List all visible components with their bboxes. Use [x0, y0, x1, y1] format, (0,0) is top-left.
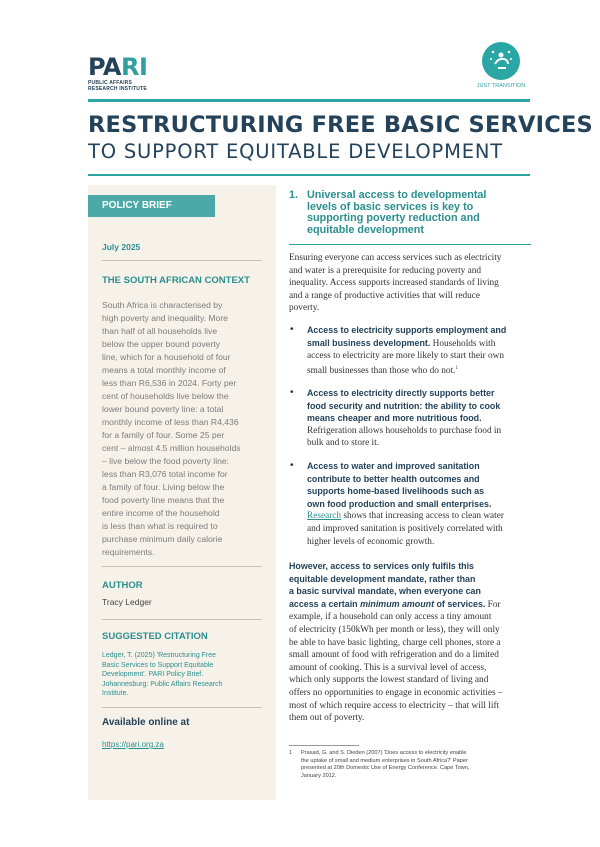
sidebar: [88, 185, 276, 800]
online-link[interactable]: https://pari.org.za: [102, 740, 164, 749]
header-divider: [88, 99, 530, 102]
citation-heading: SUGGESTED CITATION: [102, 631, 208, 642]
mandate-paragraph: However, access to services only fulfils this equitable development mandate, rather than a basic survival mandate, when everyone can access a certain minimum amount of services. For example, if a household can only access a tiny amount of electricity (150kWh per month or less), they will only be able to have basic lighting, charge cell phones, store a small amount of food with refrigeration and do a limited amount of cooking. This is a survival level of access, which only supports the lowest standard of living and offers no opportunities to engage in economic activities – most of which require access to electricity – that will lift them out of poverty.: [289, 561, 503, 724]
context-heading: THE SOUTH AFRICAN CONTEXT: [102, 275, 250, 286]
online-heading: Available online at: [102, 717, 190, 728]
author-name: Tracy Ledger: [102, 597, 152, 607]
just-transition-label: JUST TRANSITION: [476, 83, 526, 89]
publication-date: July 2025: [102, 242, 141, 252]
page-title: RESTRUCTURING FREE BASIC SERVICES: [88, 112, 593, 138]
footnote-ref[interactable]: 1: [455, 365, 458, 371]
citation-text: Ledger, T. (2025) 'Restructuring Free Basic Services to Support Equitable Development'. PARI Policy Brief. Johannesburg: Public Affairs Research Institute.: [102, 652, 223, 697]
sidebar-divider: [102, 619, 262, 620]
author-heading: AUTHOR: [102, 580, 143, 591]
section-number: 1.: [289, 189, 299, 201]
context-text: South Africa is characterised by high poverty and inequality. More than half of all households live below the upper bound poverty line, which for a household of four means a total monthly income of less than R6,536 in 2024. Forty per cent of households live below the lower bound poverty line: a total monthly income of less than R4,436 for a family of four. Some 25 per cent – almost 4.5 million households – live below the food poverty line: less than R3,076 total income for a family of four. Living below the food poverty line means that the entire income of the household is less than what is required to purchase minimum daily calorie requirements.: [102, 300, 241, 557]
just-transition-icon: [482, 42, 520, 80]
pari-logo-mark: PARI: [88, 53, 148, 81]
research-link[interactable]: Research: [307, 511, 342, 522]
just-transition-logo: [472, 42, 530, 94]
title-divider: [88, 174, 530, 176]
footnote-divider: [289, 745, 359, 746]
sidebar-divider: [102, 566, 262, 567]
bullet-dot: •: [290, 460, 294, 471]
sidebar-divider: [102, 260, 262, 261]
bullet-dot: •: [290, 387, 294, 398]
pari-logo-subtitle: PUBLIC AFFAIRS RESEARCH INSTITUTE: [88, 80, 147, 92]
pari-logo: [88, 55, 158, 95]
page-subtitle: TO SUPPORT EQUITABLE DEVELOPMENT: [88, 140, 503, 163]
footnote-number: 1: [289, 750, 293, 756]
intro-paragraph: Ensuring everyone can access services such as electricity and water is a prerequisite for reducing poverty and inequality. Access supports increased standards of living and a range of productive activities that will reduce poverty.: [289, 253, 502, 314]
bullet-dot: •: [290, 324, 294, 335]
section-divider: [289, 244, 531, 245]
policy-brief-badge: POLICY BRIEF: [88, 195, 215, 217]
sidebar-divider: [102, 707, 262, 708]
policy-brief-page: PARI PUBLIC AFFAIRS RESEARCH INSTITUTE JUST TRANSITION RESTRUCTURING FREE BASIC SERVICES TO SUPPORT EQUITABLE DEVELOPMENT POLICY BRIEF July 2025 THE SOUTH AFRICAN CONTEXT South Africa is characterised by high poverty and inequality. More than half of all households live below the upper bound poverty line, which for a household of four means a total monthly income of less than R6,536 in 2024. Forty per cent of households live below the lower bound poverty line: a total monthly income of less than R4,436 for a family of four. Some 25 per cent – almost 4.5 million households – live below the food poverty line: less than R3,076 total income for a family of four. Living below the food poverty line means that the entire income of the household is less than what is required to purchase minimum daily calorie requirements. AUTHOR Tracy Ledger SUGGESTED CITATION Ledger, T. (2025) 'Restructuring Free Basic Services to Support Equitable Development'. PARI Policy Brief. Johannesburg: Public Affairs Research Institute. Available online at https://pari.org.za 1. Universal access to developmental levels of basic services is key to supporting poverty reduction and equitable development Ensuring everyone can access services such as electricity and water is a prerequisite for reducing poverty and inequality. Access supports increased standards of living and a range of productive activities that will reduce poverty. • Access to electricity supports employment and small business development. Households with access to electricity are more likely to start their own small businesses than those who do not.$^1$ • Access to electricity directly supports better food security and nutrition: the ability to cook means cheaper and more nutritious food. Refrigeration allows households to purchase food in bulk and to store it. • Access to water and improved sanitation contribute to better health outcomes and supports home-based livelihoods such as own food production and small enterprises. Research shows that increasing access to clean water and improved sanitation is positively correlated with higher levels of economic growth. However, access to services only fulfils this equitable development mandate, rather than a basic survival mandate, when everyone can access a certain minimum amount of services. For example, if a household can only access a tiny amount of electricity (150kWh per month or less), they will only be able to have basic lighting, charge cell phones, store a small amount of food with refrigeration and do a limited amount of cooking. This is a survival level of access, which only supports the lowest standard of living and offers no opportunities to engage in economic activities – most of which require access to electricity – that will lift them out of poverty. 1 Prasad, G. and S. Dieden (2007) 'Does access to electricity enable the uptake of small and medium enterprises in South Africa?' Paper presented at 20th Domestic Use of Energy Conference. Cape Town, January 2012.: [0, 0, 600, 847]
